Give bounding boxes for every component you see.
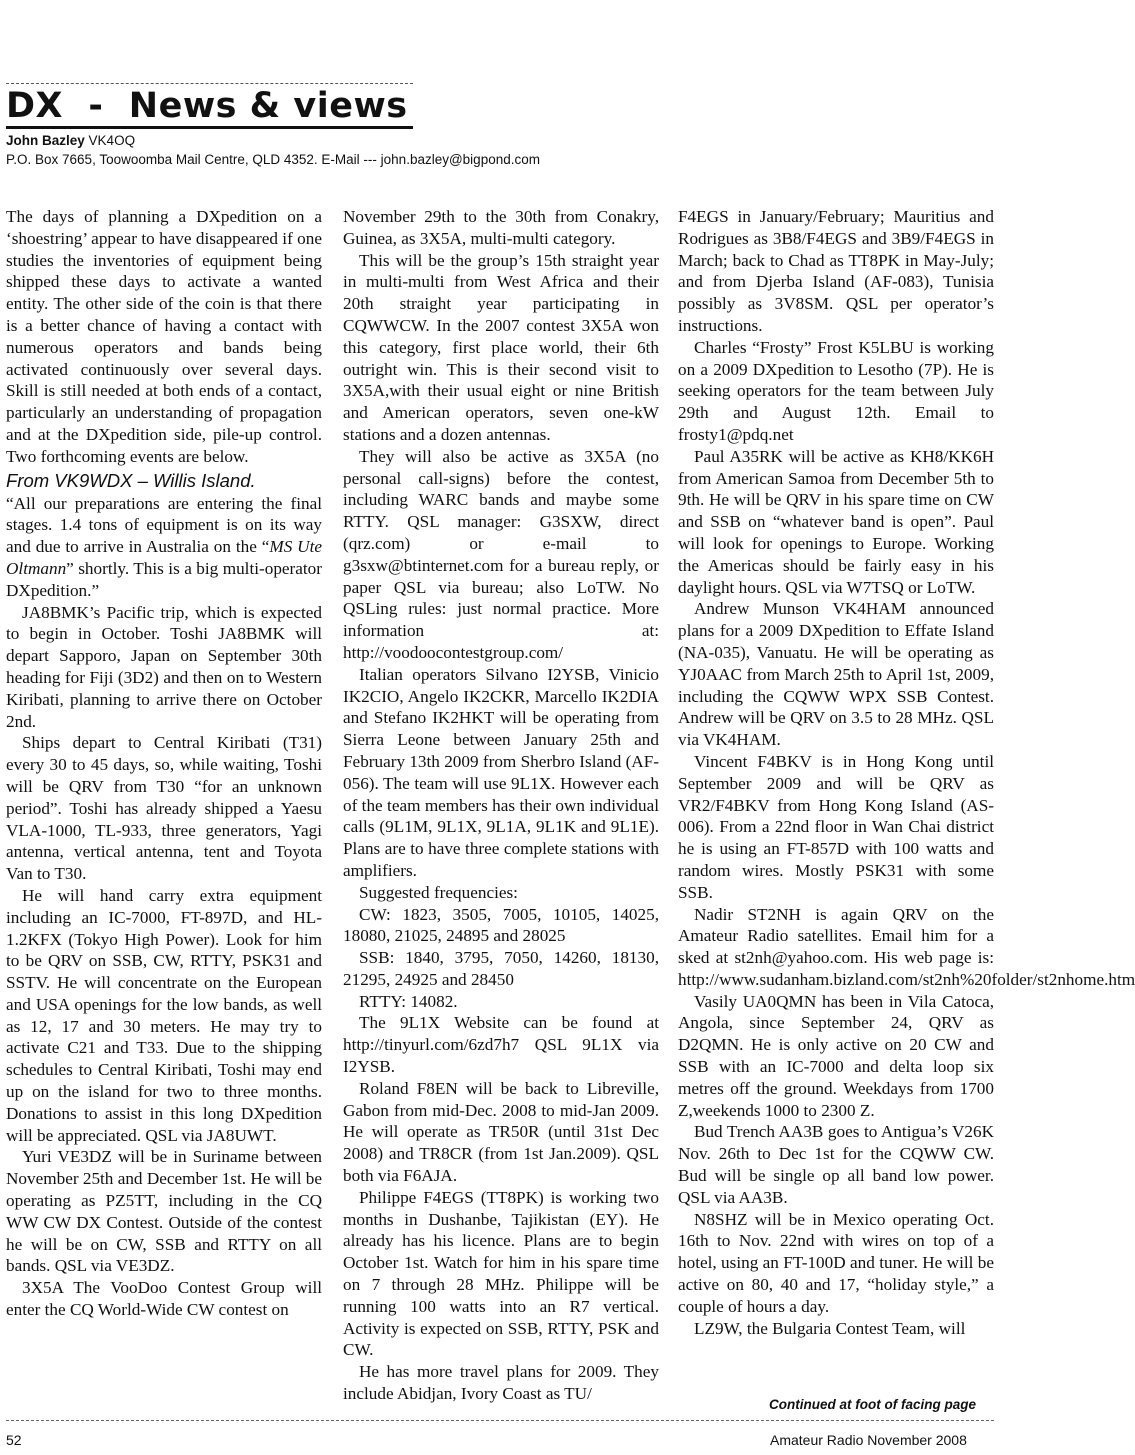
continued-note: Continued at foot of facing page: [769, 1397, 976, 1412]
paragraph: Yuri VE3DZ will be in Suriname between November 25th and December 1st. He will be operating as PZ5TT, including in the CQ WW CW DX Contest. Outside of the contest he will be on CW, SSB and RTTY on all bands. QSL via VE3DZ.: [6, 1147, 322, 1276]
footer-divider: [6, 1420, 994, 1421]
journal-name: Amateur Radio November 2008: [770, 1432, 967, 1448]
author-line: [6, 133, 135, 148]
paragraph: N8SHZ will be in Mexico operating Oct. 16th to Nov. 22nd with wires on top of a hotel, using an FT-100D and tuner. He will be active on 80, 40 and 17, “holiday style,” a couple of hours a day.: [678, 1209, 994, 1316]
paragraph: Ships depart to Central Kiribati (T31) every 30 to 45 days, so, while waiting, Toshi will be QRV from T30 “for an unknown period”. Toshi has already shipped a Yaesu VLA-1000, TL-933, three generators, Yagi antenna, vertical antenna, tent and Toyota Van to T30.: [6, 733, 322, 884]
title-underline: [6, 126, 413, 129]
paragraph: Italian operators Silvano I2YSB, Vinicio IK2CIO, Angelo IK2CKR, Marcello IK2DIA and Stefano IK2HKT will be operating from Sierra Leone between January 25th and February 13th 2009 from Sherbro Island (AF-056). The team will use 9L1X. However each of the team members has their own individual calls (9L1M, 9L1X, 9L1A, 9L1K and 9L1E). Plans are to have three complete stations with amplifiers.: [343, 664, 660, 880]
paragraph: Paul A35RK will be active as KH8/KK6H from American Samoa from December 5th to 9th. He will be QRV in his spare time on CW and SSB on “whatever band is open”. Paul will look for openings to Europe. Working the Americas should be fairly easy in his daylight hours. QSL via W7TSQ or LoTW.: [678, 446, 994, 597]
paragraph: Nadir ST2NH is again QRV on the Amateur Radio satellites. Email him for a sked at st2nh@yahoo.com. His web page is: http://www.sudanham.bizland.com/st2nh%20folder/st2nhome.htm: [678, 904, 1135, 989]
author-callsign: VK4OQ: [88, 133, 136, 148]
page-title: DX - News & views: [6, 86, 408, 126]
paragraph: November 29th to the 30th from Conakry, Guinea, as 3X5A, multi-multi category.: [343, 207, 659, 248]
paragraph: Vincent F4BKV is in Hong Kong until September 2009 and will be QRV as VR2/F4BKV from Hong Kong Island (AS-006). From a 22nd floor in Wan Chai district he is using an FT-857D with 100 watts and random wires. Mostly PSK31 with some SSB.: [678, 751, 994, 902]
paragraph: This will be the group’s 15th straight year in multi-multi from West Africa and their 20th straight year participating in CQWWCW. In the 2007 contest 3X5A won this category, first place world, their 6th outright win. This is their second visit to 3X5A,with their usual eight or nine British and American operators, seven one-kW stations and a dozen antennas.: [343, 250, 659, 444]
ship-name: MS Ute Oltmann: [6, 537, 323, 578]
column-3: [678, 206, 1135, 1339]
paragraph: Bud Trench AA3B goes to Antigua’s V26K Nov. 26th to Dec 1st for the CQWW CW. Bud will be single op all band low power. QSL via AA3B.: [678, 1122, 994, 1207]
page-number: 52: [6, 1432, 22, 1448]
paragraph: RTTY: 14082.: [359, 991, 458, 1011]
paragraph: He will hand carry extra equipment including an IC-7000, FT-897D, and HL-1.2KFX (Tokyo High Power). Look for him to be QRV on SSB, CW, RTTY, PSK31 and SSTV. He will concentrate on the European and USA openings for the low bands, as well as 12, 17 and 30 meters. He may try to activate C21 and T33. Due to the shipping schedules to Central Kiribati, Toshi may end up on the island for two to three months. Donations to assist in this long DXpedition will be appreciated. QSL via JA8UWT.: [6, 885, 322, 1145]
paragraph: The 9L1X Website can be found at http://tinyurl.com/6zd7h7 QSL 9L1X via I2YSB.: [343, 1013, 659, 1077]
paragraph: Charles “Frosty” Frost K5LBU is working on a 2009 DXpedition to Lesotho (7P). He is seeking operators for the team between July 29th and August 12th. Email to frosty1@pdq.net: [678, 337, 994, 444]
paragraph: LZ9W, the Bulgaria Contest Team, will: [694, 1318, 966, 1338]
paragraph: Andrew Munson VK4HAM announced plans for a 2009 DXpedition to Effate Island (NA-035), Vanuatu. He will be operating as YJ0AAC from March 25th to April 1st, 2009, including the CQWW WPX SSB Contest. Andrew will be QRV on 3.5 to 28 MHz. QSL via VK4HAM.: [678, 599, 994, 750]
paragraph: JA8BMK’s Pacific trip, which is expected to begin in October. Toshi JA8BMK will depart Sapporo, Japan on September 30th heading for Fiji (3D2) and then on to Western Kiribati, planning to arrive there on October 2nd.: [6, 602, 322, 731]
paragraph: SSB: 1840, 3795, 7050, 14260, 18130, 21295, 24925 and 28450: [343, 948, 659, 989]
paragraph: 3X5A The VooDoo Contest Group will enter the CQ World-Wide CW contest on: [6, 1278, 322, 1320]
paragraph: They will also be active as 3X5A (no personal call-signs) before the contest, including WARC bands and maybe some RTTY. QSL manager: G3SXW, direct (qrz.com) or e-mail to g3sxw@btinternet.com for a bureau reply, or paper QSL via bureau; also LoTW. No QSLing rules: just normal practice. More information at: http://voodoocontestgroup.com/: [343, 446, 659, 662]
paragraph: “All our preparations are entering the final stages. 1.4 tons of equipment is on its way and due to arrive in Australia on the “MS Ute Oltmann” shortly. This is a big multi-operator DXpedition.”: [6, 493, 323, 600]
paragraph: He has more travel plans for 2009. They include Abidjan, Ivory Coast as TU/: [343, 1362, 659, 1404]
column-2: [343, 206, 659, 1405]
paragraph: CW: 1823, 3505, 7005, 10105, 14025, 18080, 21025, 24895 and 28025: [343, 904, 659, 946]
paragraph: Suggested frequencies:: [359, 882, 518, 902]
author-address: P.O. Box 7665, Toowoomba Mail Centre, QLD 4352. E-Mail --- john.bazley@bigpond.com: [6, 152, 540, 167]
paragraph: F4EGS in January/February; Mauritius and Rodrigues as 3B8/F4EGS and 3B9/F4EGS in March; back to Chad as TT8PK in May-July; and from Djerba Island (AF-083), Tunisia possibly as 3V8SM. QSL per operator’s instructions.: [678, 207, 994, 335]
subheading: From VK9WDX – Willis Island.: [6, 469, 256, 491]
column-1: [6, 206, 322, 1321]
paragraph: Philippe F4EGS (TT8PK) is working two months in Dushanbe, Tajikistan (EY). He already has his licence. Plans are to begin October 1st. Watch for him in his spare time on 7 through 28 MHz. Philippe will be running 100 watts into an R7 vertical. Activity is expected on SSB, RTTY, PSK and CW.: [343, 1187, 659, 1360]
author-name: John Bazley: [6, 133, 85, 148]
paragraph: The days of planning a DXpedition on a ‘shoestring’ appear to have disappeared if one studies the inventories of equipment being shipped these days to activate a wanted entity. The other side of the coin is that there is a better chance of having a contact with numerous operators and bands being activated continuously over several days. Skill is still needed at both ends of a contact, particularly an understanding of propagation and at the DXpedition side, pile-up control. Two forthcoming events are below.: [6, 207, 322, 466]
paragraph: Vasily UA0QMN has been in Vila Catoca, Angola, since September 24, QRV as D2QMN. He is only active on 20 CW and SSB with an IC-7000 and delta loop six metres off the ground. Weekdays from 1700 Z,weekends 1000 to 2300 Z.: [678, 991, 994, 1120]
paragraph: Roland F8EN will be back to Libreville, Gabon from mid-Dec. 2008 to mid-Jan 2009. He will operate as TR50R (until 31st Dec 2008) and TR8CR (from 1st Jan.2009). QSL both via F6AJA.: [343, 1078, 659, 1186]
